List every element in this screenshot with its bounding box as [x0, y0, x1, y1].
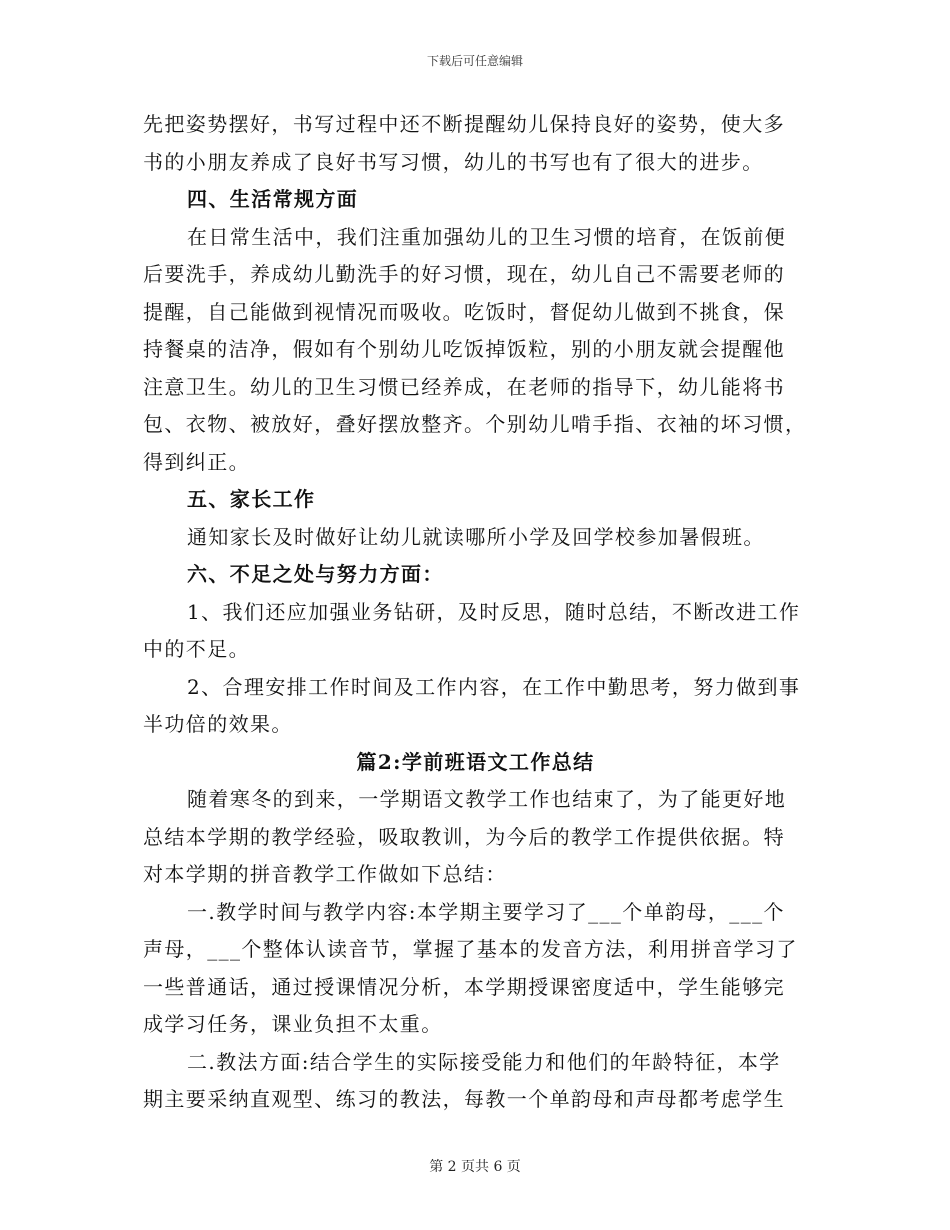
- paragraph-line: 得到纠正。: [143, 449, 250, 474]
- paragraph-line: 中的不足。: [143, 637, 250, 661]
- page-footer: 第 2 页共 6 页: [429, 1159, 521, 1175]
- paragraph-line: 在日常生活中，我们注重加强幼儿的卫生习惯的培育，在饭前便: [187, 224, 787, 249]
- paragraph-line: 成学习任务，课业负担不太重。: [143, 1012, 443, 1036]
- paragraph-line: 总结本学期的教学经验，吸取教训，为今后的教学工作提供依据。特: [143, 824, 785, 849]
- paragraph-line: 随着寒冬的到来，一学期语文教学工作也结束了，为了能更好地: [187, 787, 787, 811]
- paragraph-line: 声母，___个整体认读音节，掌握了基本的发音方法，利用拼音学习了: [143, 937, 798, 961]
- paragraph-line: 后要洗手，养成幼儿勤洗手的好习惯，现在，幼儿自己不需要老师的: [143, 262, 785, 286]
- paragraph-line: 先把姿势摆好，书写过程中还不断提醒幼儿保持良好的姿势，使大多: [143, 112, 785, 136]
- paragraph-line: 半功倍的效果。: [143, 712, 293, 736]
- paragraph-line: 包、衣物、被放好，叠好摆放整齐。个别幼儿啃手指、衣袖的坏习惯，: [143, 412, 807, 436]
- section-heading: 五、家长工作: [187, 487, 316, 511]
- paragraph-line: 通知家长及时做好让幼儿就读哪所小学及回学校参加暑假班。: [187, 524, 765, 549]
- paragraph-line: 持餐桌的洁净，假如有个别幼儿吃饭掉饭粒，别的小朋友就会提醒他: [143, 337, 785, 361]
- paragraph-line: 1、我们还应加强业务钻研，及时反思，随时总结，不断改进工作: [187, 599, 801, 624]
- paragraph-line: 二.教法方面:结合学生的实际接受能力和他们的年龄特征，本学: [187, 1049, 781, 1074]
- paragraph-line: 书的小朋友养成了良好书写习惯，幼儿的书写也有了很大的进步。: [143, 149, 764, 174]
- section-heading: 六、不足之处与努力方面：: [187, 562, 444, 586]
- paragraph-line: 2、合理安排工作时间及工作内容，在工作中勤思考，努力做到事: [187, 674, 801, 699]
- paragraph-line: 一些普通话，通过授课情况分析，本学期授课密度适中，学生能够完: [143, 974, 785, 999]
- paragraph-line: 提醒，自己能做到视情况而吸收。吃饭时，督促幼儿做到不挑食，保: [143, 299, 785, 324]
- paragraph-line: 注意卫生。幼儿的卫生习惯已经养成，在老师的指导下，幼儿能将书: [143, 374, 785, 399]
- paragraph-line: 期主要采纳直观型、练习的教法，每教一个单韵母和声母都考虑学生: [143, 1087, 785, 1111]
- paragraph-line: 一.教学时间与教学内容:本学期主要学习了___个单韵母，___个: [187, 899, 785, 924]
- paragraph-line: 对本学期的拼音教学工作做如下总结：: [143, 862, 507, 886]
- document-body: [143, 106, 808, 1119]
- section-heading: 篇2:学前班语文工作总结: [356, 749, 595, 774]
- section-heading: 四、生活常规方面: [187, 187, 359, 211]
- page-header: 下载后可任意编辑: [426, 54, 523, 68]
